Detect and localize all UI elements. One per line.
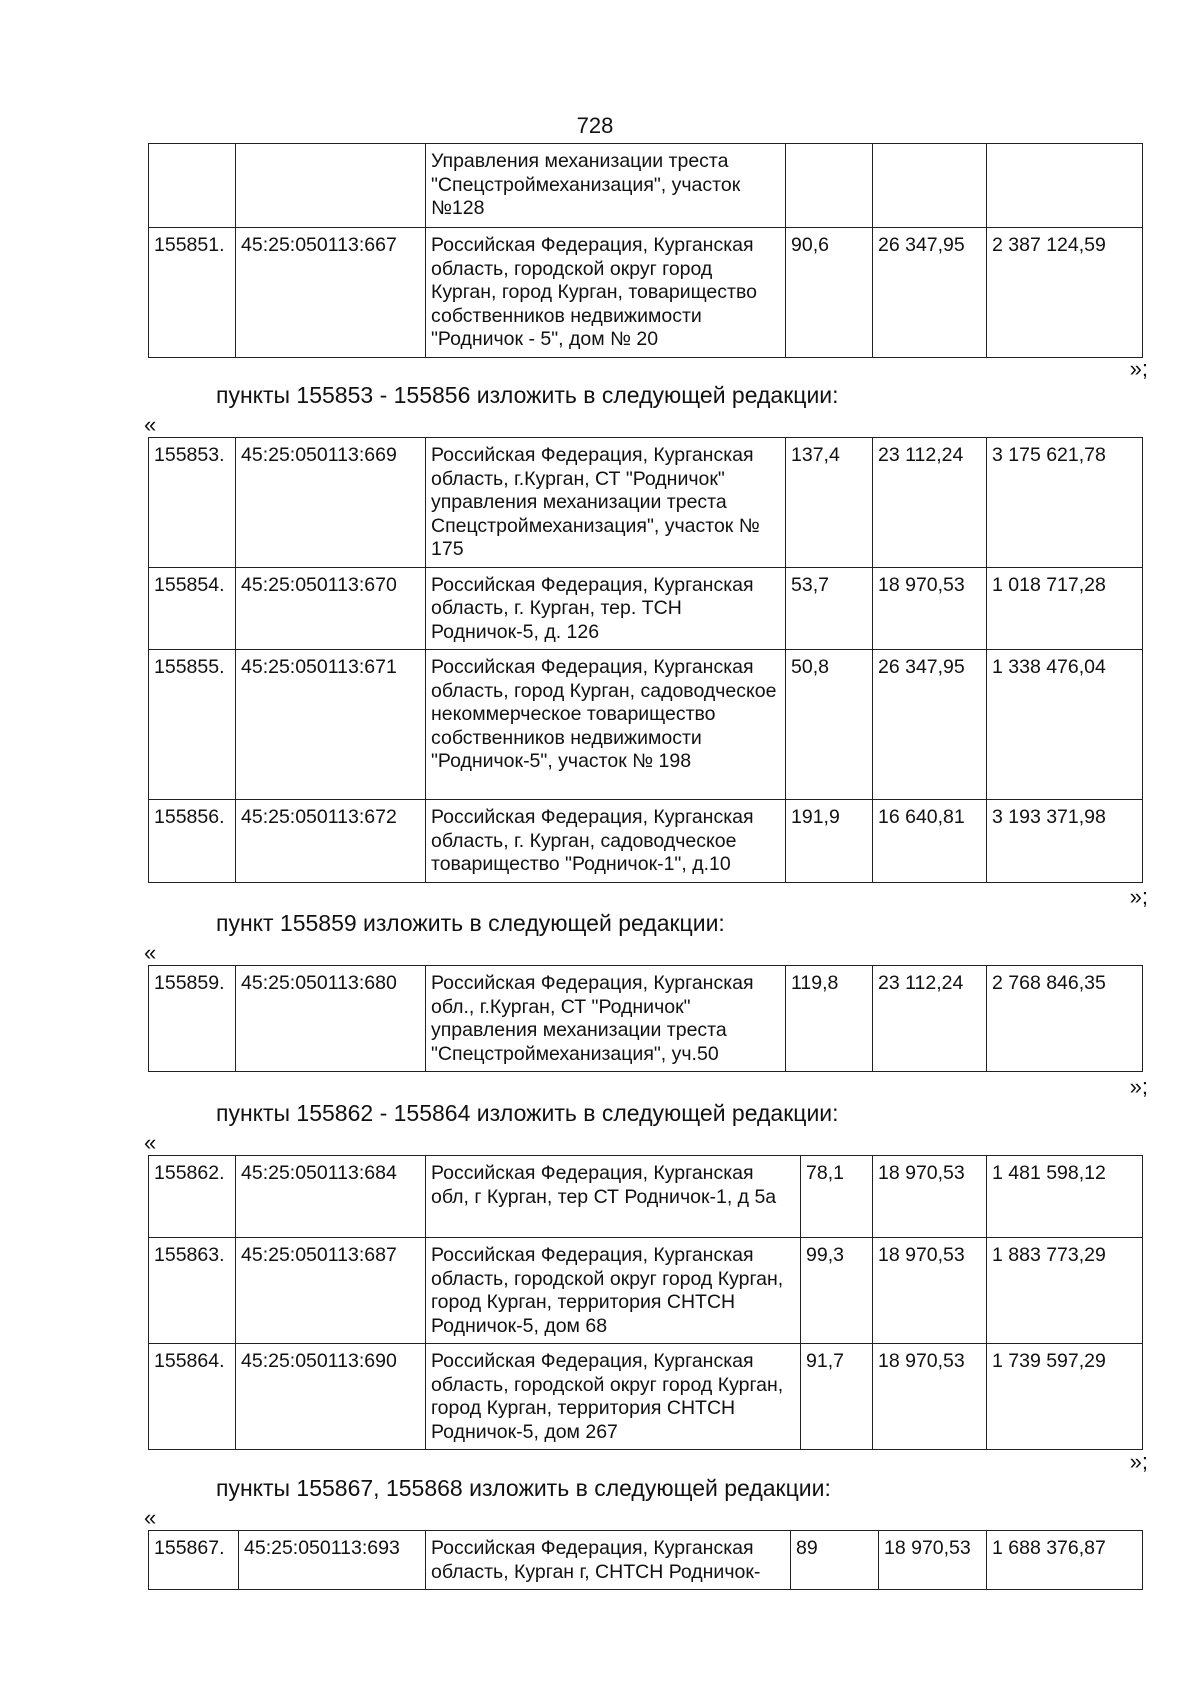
cadastral-number: [236, 144, 426, 228]
address: Российская Федерация, Курганская область, городской округ город Курган, город Курган, территория СНТСН Родничок-5, дом 68: [426, 1238, 801, 1344]
cadastral-value: 1 018 717,28: [987, 567, 1143, 650]
registry-table-3: [148, 965, 1143, 1072]
closing-quote: »;: [1129, 356, 1148, 381]
closing-quote: »;: [1129, 1074, 1148, 1099]
area: 191,9: [786, 800, 873, 883]
address: Российская Федерация, Курганская область, городской округ город Курган, город Курган, территория СНТСН Родничок-5, дом 267: [426, 1344, 801, 1450]
price-per-unit: 18 970,53: [873, 1156, 987, 1238]
price-per-unit: [873, 144, 987, 228]
address: Российская Федерация, Курганская область, Курган г, СНТСН Родничок-: [426, 1531, 791, 1590]
registry-table-5: [148, 1530, 1143, 1590]
cadastral-number: 45:25:050113:684: [236, 1156, 426, 1238]
price-per-unit: 16 640,81: [873, 800, 987, 883]
page-number: 728: [576, 113, 614, 138]
row-number: [149, 144, 236, 228]
cadastral-number: 45:25:050113:670: [236, 567, 426, 650]
cadastral-number: 45:25:050113:672: [236, 800, 426, 883]
amendment-instruction: пункты 155853 - 155856 изложить в следующей редакции:: [216, 382, 839, 408]
price-per-unit: 23 112,24: [873, 966, 987, 1072]
table-row: [149, 1156, 1143, 1238]
area: 119,8: [786, 966, 873, 1072]
closing-quote: »;: [1129, 1449, 1148, 1474]
cadastral-value: 3 193 371,98: [987, 800, 1143, 883]
table-row: [149, 800, 1143, 883]
cadastral-number: 45:25:050113:690: [236, 1344, 426, 1450]
cadastral-value: 1 739 597,29: [987, 1344, 1143, 1450]
price-per-unit: 18 970,53: [873, 567, 987, 650]
area: 99,3: [801, 1238, 873, 1344]
area: 89: [791, 1531, 879, 1590]
registry-table-4: [148, 1155, 1143, 1450]
area: 78,1: [801, 1156, 873, 1238]
row-number: 155867.: [149, 1531, 239, 1590]
opening-quote: «: [144, 412, 157, 437]
area: 91,7: [801, 1344, 873, 1450]
table-row: [149, 1344, 1143, 1450]
area: 137,4: [786, 438, 873, 568]
cadastral-number: 45:25:050113:693: [239, 1531, 426, 1590]
price-per-unit: 18 970,53: [879, 1531, 987, 1590]
closing-quote: »;: [1129, 884, 1148, 909]
table-row: [149, 144, 1143, 228]
table-row: [149, 567, 1143, 650]
cadastral-number: 45:25:050113:680: [236, 966, 426, 1072]
address: Российская Федерация, Курганская область, г. Курган, садоводческое товарищество "Родничок-1", д.10: [426, 800, 786, 883]
table-row: [149, 228, 1143, 358]
row-number: 155855.: [149, 650, 236, 800]
area: 53,7: [786, 567, 873, 650]
row-number: 155853.: [149, 438, 236, 568]
address: Управления механизации треста "Спецстроймеханизация", участок №128: [426, 144, 786, 228]
table-row: [149, 966, 1143, 1072]
cadastral-number: 45:25:050113:669: [236, 438, 426, 568]
table-row: [149, 438, 1143, 568]
address: Российская Федерация, Курганская область, г.Курган, СТ "Родничок" управления механизации треста Спецстроймеханизация", участок № 175: [426, 438, 786, 568]
price-per-unit: 18 970,53: [873, 1238, 987, 1344]
price-per-unit: 18 970,53: [873, 1344, 987, 1450]
row-number: 155864.: [149, 1344, 236, 1450]
opening-quote: «: [144, 1130, 157, 1155]
registry-table-2: [148, 437, 1143, 883]
price-per-unit: 23 112,24: [873, 438, 987, 568]
address: Российская Федерация, Курганская область, город Курган, садоводческое некоммерческое товарищество собственников недвижимости "Родничок-5", участок № 198: [426, 650, 786, 800]
table-row: [149, 1238, 1143, 1344]
price-per-unit: 26 347,95: [873, 228, 987, 358]
area: [786, 144, 873, 228]
row-number: 155863.: [149, 1238, 236, 1344]
cadastral-value: 1 481 598,12: [987, 1156, 1143, 1238]
address: Российская Федерация, Курганская обл., г.Курган, СТ "Родничок" управления механизации треста "Спецстроймеханизация", уч.50: [426, 966, 786, 1072]
cadastral-value: 2 387 124,59: [987, 228, 1143, 358]
row-number: 155862.: [149, 1156, 236, 1238]
cadastral-number: 45:25:050113:667: [236, 228, 426, 358]
row-number: 155851.: [149, 228, 236, 358]
amendment-instruction: пункты 155867, 155868 изложить в следующей редакции:: [216, 1475, 831, 1501]
cadastral-number: 45:25:050113:687: [236, 1238, 426, 1344]
opening-quote: «: [144, 1505, 157, 1530]
cadastral-value: 3 175 621,78: [987, 438, 1143, 568]
address: Российская Федерация, Курганская область, городской округ город Курган, город Курган, товарищество собственников недвижимости "Родничок - 5", дом № 20: [426, 228, 786, 358]
cadastral-value: 1 338 476,04: [987, 650, 1143, 800]
price-per-unit: 26 347,95: [873, 650, 987, 800]
amendment-instruction: пункт 155859 изложить в следующей редакции:: [216, 910, 725, 936]
cadastral-value: 2 768 846,35: [987, 966, 1143, 1072]
row-number: 155856.: [149, 800, 236, 883]
opening-quote: «: [144, 940, 157, 965]
cadastral-value: 1 688 376,87: [987, 1531, 1143, 1590]
area: 90,6: [786, 228, 873, 358]
amendment-instruction: пункты 155862 - 155864 изложить в следующей редакции:: [216, 1100, 839, 1126]
cadastral-value: [987, 144, 1143, 228]
cadastral-number: 45:25:050113:671: [236, 650, 426, 800]
cadastral-value: 1 883 773,29: [987, 1238, 1143, 1344]
address: Российская Федерация, Курганская область, г. Курган, тер. ТСН Родничок-5, д. 126: [426, 567, 786, 650]
row-number: 155859.: [149, 966, 236, 1072]
table-row: [149, 650, 1143, 800]
area: 50,8: [786, 650, 873, 800]
table-row: [149, 1531, 1143, 1590]
registry-table-1: [148, 143, 1143, 358]
row-number: 155854.: [149, 567, 236, 650]
address: Российская Федерация, Курганская обл, г Курган, тер СТ Родничок-1, д 5а: [426, 1156, 801, 1238]
